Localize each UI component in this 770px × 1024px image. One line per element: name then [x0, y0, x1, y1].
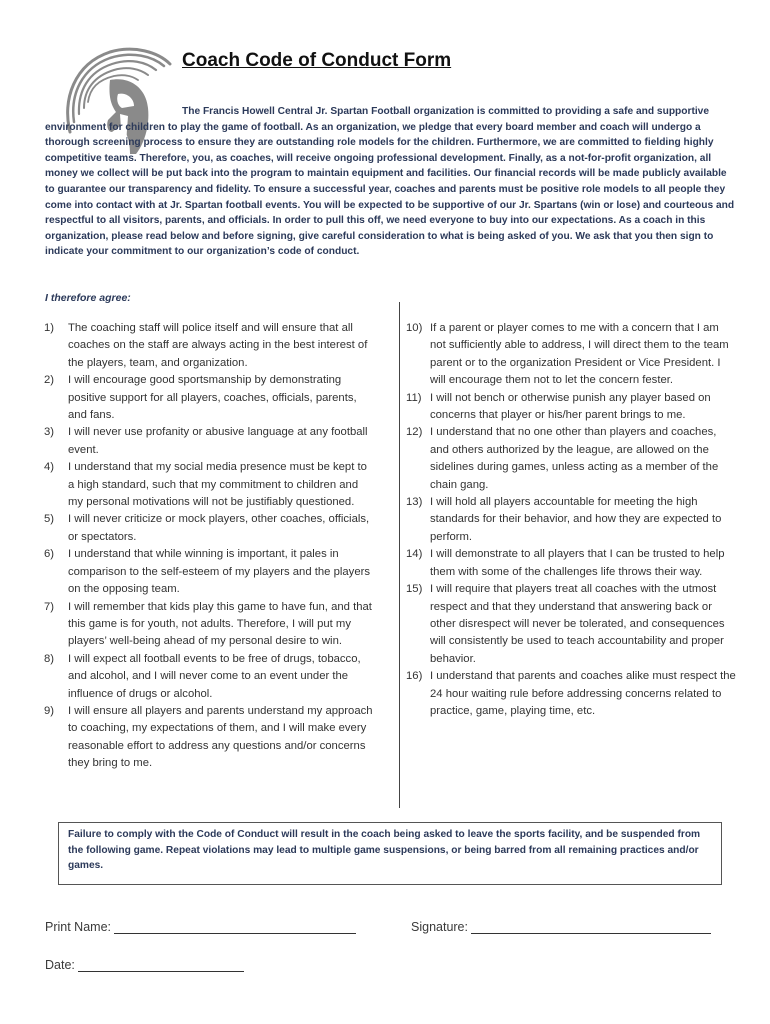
item-text: I will encourage good sportsmanship by demonstrating positive support for all players, coaches, officials, parents, and fans. [68, 374, 357, 422]
signature-row [411, 920, 711, 934]
item-number: 5) [44, 513, 55, 526]
agreement-item [44, 459, 374, 511]
item-number: 12) [406, 426, 423, 439]
item-number: 2) [44, 374, 55, 387]
item-text: I will hold all players accountable for meeting the high standards for their behavior, and how they are expected to perform. [430, 496, 722, 543]
agreement-item [406, 581, 736, 668]
date-field[interactable] [78, 959, 244, 972]
item-number: 15) [406, 583, 423, 596]
agreement-item [44, 372, 374, 424]
item-number: 6) [44, 548, 55, 561]
item-text: I understand that while winning is important, it pales in comparison to the self-esteem of my players and the players on the opposing team. [68, 548, 371, 596]
item-number: 10) [406, 322, 423, 334]
signature-field[interactable] [471, 921, 711, 934]
item-text: I will remember that kids play this game to have fun, and that this game is for youth, not adults. Therefore, I will put my players’ well-being ahead of my personal desire to win. [68, 600, 372, 648]
item-text: I will demonstrate to all players that I can be trusted to help them with some of the challenges life throws their way. [430, 548, 725, 578]
item-text: I will never use profanity or abusive language at any football event. [68, 426, 368, 456]
column-divider [399, 302, 400, 808]
agreement-list-right [406, 320, 736, 720]
item-number: 1) [44, 322, 55, 334]
agreement-item [44, 546, 374, 598]
signature-label: Signature: [411, 920, 468, 934]
item-text: I understand that my social media presence must be kept to a high standard, such that my commitment to children and my personal motivations will not be justifiably questioned. [68, 461, 367, 509]
item-number: 4) [44, 461, 55, 474]
agreement-item [406, 424, 736, 494]
date-label: Date: [45, 958, 75, 972]
agree-heading: I therefore agree: [45, 292, 131, 304]
print-name-row [45, 920, 356, 934]
item-number: 9) [44, 704, 55, 717]
item-text: I will ensure all players and parents understand my approach to coaching, my expectations of them, and I will make every reasonable effort to address any questions and/or concerns they bring to me. [68, 704, 373, 770]
item-text: If a parent or player comes to me with a concern that I am not sufficiently able to address, I will direct them to the team parent or to the organization President or Vice President. I will encourage them not to let the concern fester. [430, 322, 729, 387]
warning-box [58, 822, 722, 885]
item-text: I will not bench or otherwise punish any player based on concerns that player or his/her parent brings to me. [430, 391, 711, 422]
item-text: I will never criticize or mock players, other coaches, officials, or spectators. [68, 513, 370, 543]
date-row [45, 958, 244, 972]
form-title: Coach Code of Conduct Form [182, 50, 452, 71]
agreement-item [44, 511, 374, 546]
agreement-item [406, 390, 736, 425]
agreement-item [406, 668, 736, 720]
print-name-field[interactable] [114, 921, 356, 934]
item-number: 8) [44, 652, 55, 665]
agreement-item [406, 494, 736, 546]
item-number: 7) [44, 600, 55, 613]
item-number: 13) [406, 496, 423, 509]
intro-paragraph [45, 104, 735, 260]
item-text: The coaching staff will police itself and will ensure that all coaches on the staff are always acting in the best interest of the players, team, and organization. [68, 322, 368, 369]
agreement-item [406, 320, 736, 390]
item-number: 16) [406, 670, 423, 683]
agreement-list-left [44, 320, 374, 773]
print-name-label: Print Name: [45, 920, 111, 934]
item-number: 3) [44, 426, 55, 439]
agreement-item [44, 703, 374, 773]
item-text: I will require that players treat all coaches with the utmost respect and that they understand that answering back or other disrespect will never be tolerated, and consequences will consistently be used to teach accountability and proper behavior. [430, 583, 725, 665]
item-number: 14) [406, 548, 423, 561]
item-text: I understand that no one other than players and coaches, and others authorized by the league, are allowed on the sidelines during games, unless acting as a member of the chain gang. [430, 426, 719, 491]
agreement-item [44, 424, 374, 459]
item-text: I understand that parents and coaches alike must respect the 24 hour waiting rule before addressing concerns related to practice, game, playing time, etc. [430, 670, 736, 717]
agreement-item [44, 320, 374, 372]
agreement-item [44, 599, 374, 651]
item-text: I will expect all football events to be free of drugs, tobacco, and alcohol, and I will never come to an event under the influence of drugs or alcohol. [68, 652, 361, 700]
item-number: 11) [406, 391, 422, 404]
agreement-item [406, 546, 736, 581]
warning-text: Failure to comply with the Code of Conduct will result in the coach being asked to leave the sports facility, and be suspended from the following game. Repeat violations may lead to multiple game suspensions, or being barred from all remaining practices and/or games. [68, 829, 701, 872]
intro-text: The Francis Howell Central Jr. Spartan Football organization is committed to providing a safe and supportive environment for children to play the game of football. As an organization, we pledge that every board member and coach will undergo a thorough screening process to ensure they are outstanding role models for the children. Furthermore, we are committed to fielding highly competitive teams. Therefore, you, as coaches, will receive ongoing professional development. Finally, as a not-for-profit organization, all money we collect will be put back into the program to maintain equipment and facilities. Our financial records will be made publicly available to guarantee our transparency and fidelity. To ensure a successful year, coaches and parents must be positive role models to all people they come into contact with at Jr. Spartan football events. You will be expected to be supportive of our Jr. Spartans (win or lose) and courteous and respectful to all visitors, parents, and officials. In order to pull this off, we need everyone to buy into our expectations. As a coach in this organization, please read below and before signing, give careful consideration to what is being asked of you. We ask that you then sign to indicate your commitment to our organization’s code of conduct. [45, 106, 735, 258]
agreement-item [44, 651, 374, 703]
